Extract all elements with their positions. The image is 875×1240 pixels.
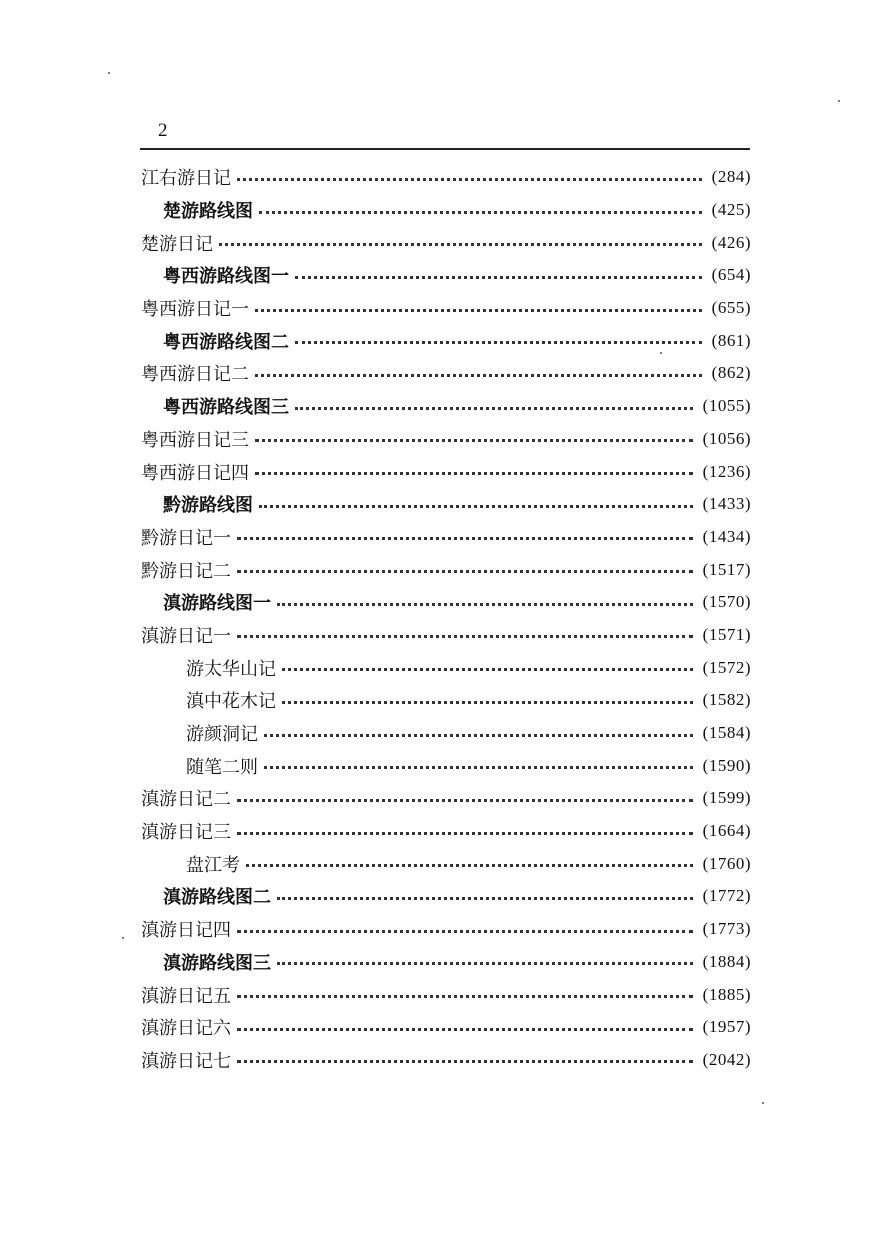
dot-leader [219, 243, 702, 246]
scan-speck [108, 72, 110, 74]
toc-entry [0, 651, 875, 684]
scan-speck [660, 352, 662, 354]
toc-entry-map [0, 324, 875, 357]
entry-page-number: (426) [711, 232, 751, 252]
entry-page-number: (862) [711, 363, 751, 383]
dot-leader [277, 897, 693, 900]
entry-page-number: (1772) [702, 886, 751, 906]
page-number: 2 [158, 120, 168, 141]
entry-page-number: (1584) [702, 723, 751, 743]
dot-leader [264, 766, 693, 769]
entry-page-number: (425) [711, 200, 751, 220]
entry-title: 黔游日记二 [141, 560, 231, 582]
entry-page-number: (1957) [702, 1017, 751, 1037]
dot-leader [277, 962, 693, 965]
dot-leader [295, 276, 702, 279]
toc-entry-map [0, 880, 875, 913]
entry-page-number: (1760) [702, 853, 751, 873]
dot-leader [255, 374, 702, 377]
toc-entry-map [0, 488, 875, 521]
entry-title: 游颜洞记 [186, 724, 258, 746]
toc-entry-map [0, 946, 875, 979]
dot-leader [246, 864, 693, 867]
entry-title: 滇中花木记 [186, 691, 276, 713]
entry-page-number: (1572) [702, 657, 751, 677]
toc-entry-map [0, 194, 875, 227]
toc-entry [0, 161, 875, 194]
entry-page-number: (1433) [702, 494, 751, 514]
entry-title: 楚游路线图 [163, 201, 253, 223]
toc-entry-map [0, 390, 875, 423]
toc-entry [0, 717, 875, 750]
entry-page-number: (284) [711, 167, 751, 187]
entry-title: 粤西游路线图三 [163, 397, 289, 419]
entry-title: 游太华山记 [186, 658, 276, 680]
entry-title: 滇游路线图二 [163, 887, 271, 909]
toc-entry [0, 292, 875, 325]
toc-entry [0, 1044, 875, 1077]
entry-page-number: (1236) [702, 461, 751, 481]
entry-title: 随笔二则 [186, 756, 258, 778]
toc-entry [0, 913, 875, 946]
entry-title: 粤西游路线图二 [163, 331, 289, 353]
scan-speck [838, 100, 840, 102]
entry-title: 滇游日记五 [141, 985, 231, 1007]
dot-leader [237, 1060, 693, 1063]
dot-leader [237, 930, 693, 933]
entry-page-number: (1517) [702, 559, 751, 579]
entry-title: 粤西游日记四 [141, 462, 249, 484]
entry-page-number: (1056) [702, 428, 751, 448]
dot-leader [237, 799, 693, 802]
dot-leader [237, 570, 693, 573]
scan-speck [122, 937, 124, 939]
dot-leader [237, 635, 693, 638]
entry-page-number: (2042) [702, 1049, 751, 1069]
dot-leader [237, 832, 693, 835]
entry-title: 滇游日记二 [141, 789, 231, 811]
header-rule [140, 148, 750, 150]
dot-leader [255, 309, 702, 312]
entry-page-number: (1590) [702, 755, 751, 775]
entry-title: 滇游日记三 [141, 822, 231, 844]
toc-entry-map [0, 586, 875, 619]
dot-leader [237, 178, 702, 181]
toc-entry [0, 815, 875, 848]
entry-page-number: (1571) [702, 624, 751, 644]
toc-entry [0, 226, 875, 259]
entry-title: 滇游日记七 [141, 1050, 231, 1072]
toc-entry-map [0, 259, 875, 292]
entry-title: 滇游日记四 [141, 920, 231, 942]
dot-leader [237, 537, 693, 540]
scan-speck [762, 1102, 764, 1104]
entry-page-number: (655) [711, 298, 751, 318]
entry-title: 粤西游路线图一 [163, 266, 289, 288]
toc-entry [0, 1011, 875, 1044]
entry-title: 粤西游日记二 [141, 364, 249, 386]
dot-leader [264, 734, 693, 737]
toc-entry [0, 978, 875, 1011]
toc-entry [0, 423, 875, 456]
dot-leader [277, 603, 693, 606]
entry-page-number: (1434) [702, 526, 751, 546]
table-of-contents [0, 161, 875, 1076]
entry-page-number: (1570) [702, 592, 751, 612]
dot-leader [295, 407, 693, 410]
dot-leader [259, 211, 702, 214]
entry-title: 滇游路线图一 [163, 593, 271, 615]
dot-leader [259, 505, 693, 508]
entry-page-number: (1884) [702, 951, 751, 971]
toc-entry [0, 749, 875, 782]
toc-entry [0, 357, 875, 390]
entry-title: 粤西游日记三 [141, 429, 249, 451]
entry-page-number: (1599) [702, 788, 751, 808]
entry-page-number: (1773) [702, 919, 751, 939]
toc-entry [0, 521, 875, 554]
toc-entry [0, 619, 875, 652]
dot-leader [282, 701, 693, 704]
entry-page-number: (1055) [702, 396, 751, 416]
toc-entry [0, 455, 875, 488]
entry-title: 江右游日记 [141, 168, 231, 190]
entry-page-number: (1582) [702, 690, 751, 710]
dot-leader [255, 472, 693, 475]
dot-leader [237, 1028, 693, 1031]
entry-title: 黔游日记一 [141, 527, 231, 549]
entry-title: 楚游日记 [141, 233, 213, 255]
entry-title: 滇游路线图三 [163, 952, 271, 974]
entry-page-number: (1885) [702, 984, 751, 1004]
toc-entry [0, 782, 875, 815]
entry-title: 滇游日记六 [141, 1018, 231, 1040]
entry-title: 滇游日记一 [141, 625, 231, 647]
dot-leader [255, 439, 693, 442]
entry-title: 盘江考 [186, 854, 240, 876]
entry-page-number: (654) [711, 265, 751, 285]
entry-title: 黔游路线图 [163, 495, 253, 517]
toc-entry [0, 684, 875, 717]
dot-leader [295, 341, 702, 344]
entry-page-number: (1664) [702, 821, 751, 841]
dot-leader [282, 668, 693, 671]
toc-entry [0, 847, 875, 880]
dot-leader [237, 995, 693, 998]
entry-title: 粤西游日记一 [141, 299, 249, 321]
toc-entry [0, 553, 875, 586]
entry-page-number: (861) [711, 330, 751, 350]
